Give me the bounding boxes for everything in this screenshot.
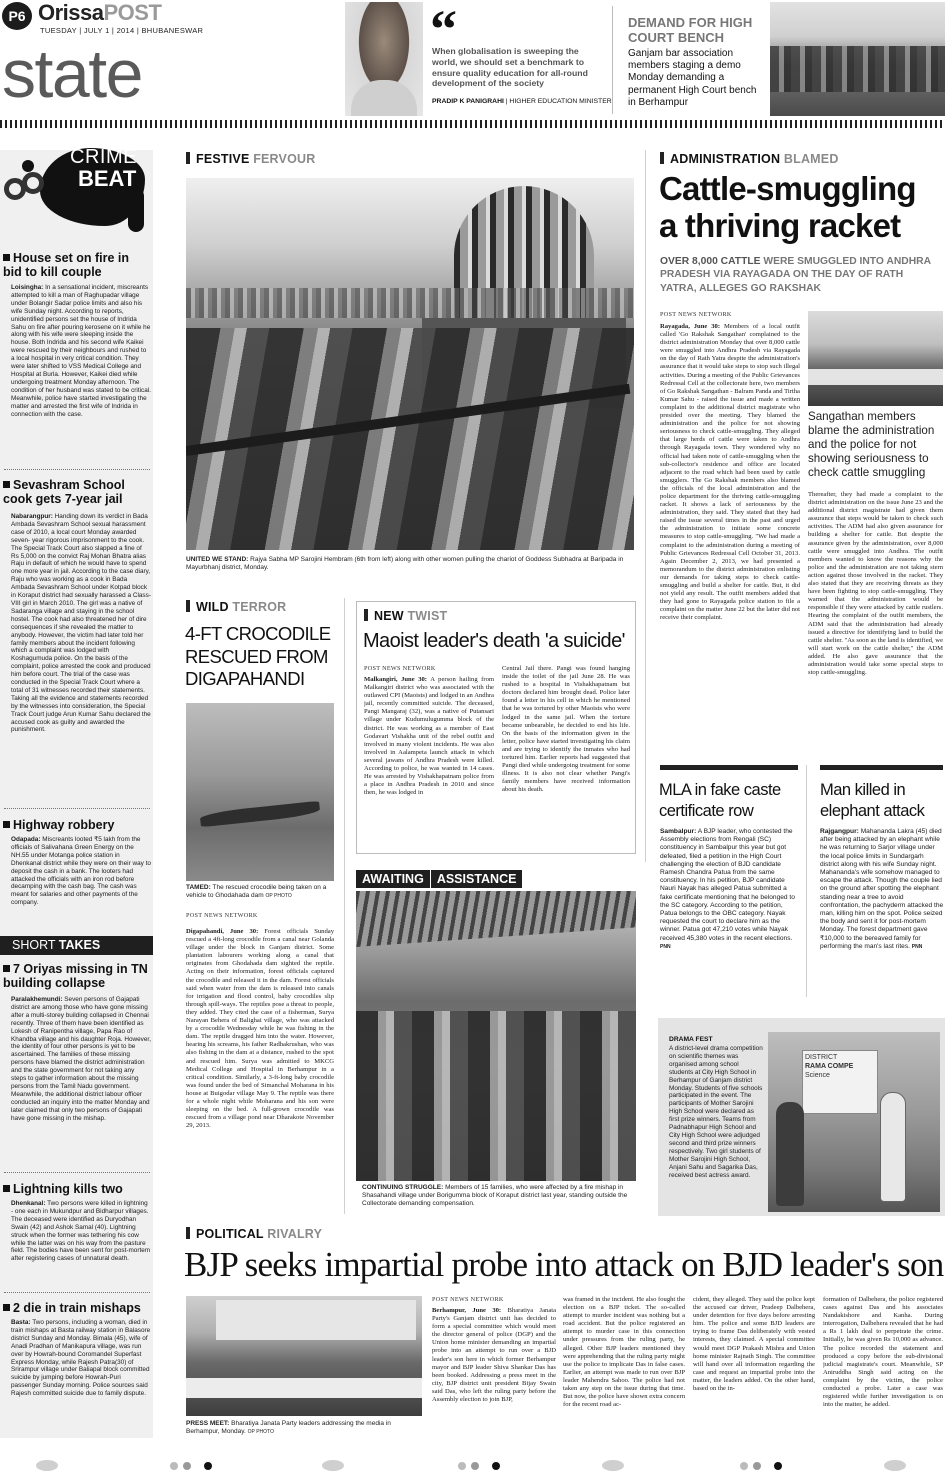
- registration-dot-icon: [492, 1462, 500, 1470]
- sidebar-divider: [4, 808, 150, 809]
- drama-text: A district-level drama competition on scientific themes was organised among school students at City High School in Berhampur of Ganjam district Monday. Students of five schools participated in the event. The participants of Mother Sarojini High School were declared as first prize winners. Teams from Padnabhapur High School and City High School were adjudged second and third prize winners respectively. Two girl students of Mother Sarojini High School, Anjani Sahu and Sagarika Das, received best actress award.: [669, 1045, 763, 1179]
- short-takes-title-b: TAKES: [58, 938, 101, 952]
- registration-dot-icon: [204, 1462, 212, 1470]
- bjp-kicker: POLITICAL RIVALRY: [186, 1227, 322, 1241]
- elephant-text: Rajgangpur: Mahananda Lakra (45) died after being attacked by an elephant while he was returning to Sarjor village under the local police limits in Sundargarh district along with his wife Sunday night. Mahananda's wife somehow managed to escape the attack. Though the couple lied on the ground after spotting the elephant standing near a tree to avoid confrontation, the pachyderm attacked the man, killing him on the spot. Police seized the body and sent it for post-mortem Monday. The forest department gave ₹10,000 to the bereaved family for performing the man's last rites. PNN: [820, 828, 944, 950]
- maoist-col1: Malkangiri, June 30: A person hailing from Malkangiri district who was associated with the outlawed CPI (Maoists) and lodged in an Andhra jail, recently committed suicide. The deceased, Pangi Mangaraj (32), was a native of Putansari village under Kudumulugumma block of the district. He was working as a member of East Godavari Vishakha unit of the rebel outfit and involved in many violent incidents. He was also involved in Aalampeta launch attack in which several jawans of Andhra Pradesh were killed. According to police, he was wanted in 14 cases. He was arrested by Vishakhapatnam police from a place in Andhra Pradesh in 2010 and since then, he was lodged in: [364, 676, 494, 797]
- registration-dot-icon: [183, 1462, 191, 1470]
- brand-part-b: POST: [103, 0, 162, 25]
- fire-victims-caption: CONTINUING STRUGGLE: Members of 15 families, who were affected by a fire mishap in Shasahandi village under Borigumma block of Koraput district last year, standing outside the Collectorate demanding compensation.: [362, 1184, 628, 1207]
- crime-item-2-head: Sevashram School cook gets 7-year jail: [3, 478, 125, 506]
- short-item-2-head: Lightning kills two: [3, 1182, 151, 1196]
- short-item-3-head: 2 die in train mishaps: [3, 1301, 151, 1315]
- registration-marks: [0, 1452, 945, 1479]
- admin-byline: POST NEWS NETWORK: [660, 311, 732, 318]
- sangathan-photo: [808, 311, 943, 406]
- crime-item-1-head: House set on fire in bid to kill couple: [3, 251, 129, 279]
- registration-dot-icon: [471, 1462, 479, 1470]
- sidebar-divider: [4, 469, 150, 470]
- crowd-band: [186, 288, 634, 318]
- awaiting-kicker: [356, 870, 636, 888]
- page-number: P6: [8, 8, 26, 24]
- registration-dot-icon: [36, 1460, 58, 1471]
- top-story-title: DEMAND FOR HIGH COURT BENCH: [628, 15, 753, 45]
- maoist-col2: Central Jail there. Pangi was found hanging inside the toilet of the jail June 28. He was rushed to a hospital in Vishakhapatnam but doctors declared him brought dead. Police later found a letter in his cell in which he mentioned that he was tortured by other Maoists who were lodged in the same jail. When the torture became unbearable, he decided to end his life. On the basis of the information given in the letter, police have started investigating his claim and are trying to identify the inmates who had tortured him. Earlier reports had suggested that Pangi died while undergoing treatment for some illness. It is also not clear whether Pangi's family members have received information about his death.: [502, 665, 630, 794]
- sangathan-caption: Sangathan members blame the administration and the police for not showing seriousness to check cattle smuggling: [808, 410, 935, 479]
- registration-dot-icon: [740, 1462, 748, 1470]
- photo-table: [186, 1378, 422, 1398]
- photo-backdrop: [216, 1300, 416, 1340]
- column-divider: [806, 765, 807, 997]
- festive-kicker: FESTIVE FERVOUR: [186, 152, 315, 166]
- maoist-byline: POST NEWS NETWORK: [364, 665, 436, 672]
- quote-attribution: [432, 98, 612, 105]
- minister-portrait: [345, 2, 423, 116]
- actor-figure: [880, 1092, 906, 1202]
- chariot-caption: UNITED WE STAND: Rajya Sabha MP Sarojini Hembram (6th from left) along with other women pulling the chariot of Goddess Subhadra at Baripada in Mayurbhanj district, Monday.: [186, 556, 624, 571]
- drama-photo: [768, 1032, 940, 1212]
- fire-victims-photo: [356, 891, 636, 1181]
- croc-text: Digapahandi, June 30: Forest officials Sunday rescued a 4ft-long crocodile from a canal near Golanda village under the block in Ganjam district. Some plantation labourers working along a canal that originates from Ghodahada dam sighted the reptile. Acting on their information, forest officials captured the crocodile and released it in the dam. Forest officials said when water from the dam is released into canals for irrigation and flood control, baby crocodiles slip through spill-ways. The reptiles pose a threat to people, they added. They cited the case of a fisherman, Surya Narayan Behera of Balighai village, who was attacked by a crocodile Wednesday while he was fishing in the dam. The reptile dragged him into the water. However, hearing his screams, his father Radhakrushan, who was also fishing in the dam at a distance, rushed to the spot and rescued him. Surya was admitted to MKCG Medical College and Hospital in Berhampur in a critical condition. Similarly, a 3-ft-long baby crocodile was found under the bed of Simanchal Moharana in his house at Buigodar village May 9. The reptile was there for a whole night while Moharana and his son were sleeping on the bed. A full-grown crocodile was rescued from a village pond near Dharakote November 29, 2013.: [186, 928, 334, 1130]
- crime-item-1-text: Loisingha: In a sensational incident, miscreants attempted to kill a man of Raghupadar village under Bolangir Sadar police limits and also his wife Sunday night. According to reports, unidentified persons set the house of Indrida Sahu on fire after pouring kerosene on it while he along with his wife were sleeping inside the house. Both Indrida and his second wife Kaikei were rescued by their neighbours and rushed to a local hospital in very critical condition. They were later shifted to VSS Medical College and Hospital at Burla. However, Kaikei died while undergoing treatment Monday afternoon. The condition of her husband was stated to be critical. Meanwhile, police have started investigating the matter and arrested the first wife of Indrida in connection with the case.: [11, 284, 151, 418]
- maoist-kicker: NEW TWIST: [364, 609, 447, 623]
- croc-kicker: WILD TERROR: [186, 600, 286, 614]
- portrait-shirt: [351, 80, 417, 116]
- handcuffs-icon: [4, 168, 44, 208]
- page-number-badge: [2, 2, 32, 30]
- admin-headline: Cattle-smuggling a thriving racket: [659, 170, 916, 244]
- short-item-1-head: 7 Oriyas missing in TN building collapse: [3, 962, 148, 990]
- admin-col2: Thereafter, they had made a complaint to the district administration on the issue June 23 and the additional district magistrate had given them assurance that steps would be taken to check such activities. The ADM had also given assurance for building a shelter for cattle. But despite the assurance given by the administration, over 8,000 cattle were smuggled into Andhra. The outfit members wanted to know the reasons why the police and the administration are not taking stern action against those involved in the racket. They also stated that they are receiving threats as they have been fighting to stop cattle-smuggling. They warned that the administration would be responsible if they were attacked by cattle rustlers. Hearing the complaint of the outfit members, the ADM said that the administration had already issued a directive for identifying land to build the cattle shelter. "As soon as the land is identified, we will start work on the cattle shelter," the ADM added. He also gave assurance that the administration would take some special steps to stop cattle-smuggling.: [808, 491, 943, 677]
- registration-dot-icon: [170, 1462, 178, 1470]
- registration-dot-icon: [753, 1462, 761, 1470]
- quote-mark-icon: “: [430, 0, 457, 59]
- section-title: state: [2, 36, 142, 112]
- photo-roof: [356, 891, 636, 947]
- sidebar-divider: [4, 1292, 150, 1293]
- awaiting-kicker-a: AWAITING: [356, 870, 430, 888]
- bjp-col2: was framed in the incident. He also fought the election on a BJP ticket. The so-called attempt to murder incident was nothing but a road accident. But the police registered an attempt to murder case in this connection under pressures from the ruling party, he alleged. Other BJP leaders mentioned they were apprehending that the ruling party might use the police to implicate Das in false cases. Earlier, an attempt was made to run over BJP leader Mahendra Sahoo. The police had not taken any step on the issue during that time. But now, the police have shown extra concern for the recent road ac-: [563, 1296, 685, 1409]
- short-item-1-text: Paralakhemundi: Seven persons of Gajapati district are among those who have gone missing after a multi-storey building collapsed in Chennai recently. Three of them have been identified as Lokesh of Ranipentha village, Papa Rao of Khandba village and his daughter Roja. However, the identity of four other persons is yet to be ascertained. The families of these missing persons have blamed the district administration and the state government for not taking any steps to gather information about the missing persons from the Tamil Nadu government. Meanwhile, the additional district labour officer conducted an inquiry into the matter Monday and later claimed that only two persons of Gajapati have gone missing in the mishap.: [11, 996, 151, 1122]
- elephant-headline: Man killed in elephant attack: [820, 781, 925, 820]
- admin-deck-rest: WERE SMUGGLED INTO ANDHRA PRADESH VIA RAYAGADA ON THE DAY OF RATH YATRA, ALLEGES GO RAKSHAK: [660, 256, 931, 294]
- column-divider: [645, 150, 646, 862]
- drama-head: DRAMA FEST: [669, 1036, 713, 1043]
- quote-speaker: PRADIP K PANIGRAHI: [432, 98, 504, 105]
- column-divider: [344, 598, 345, 1214]
- brand-logo: [38, 0, 161, 26]
- top-story-photo: [770, 2, 945, 116]
- short-takes-band: [0, 936, 153, 955]
- photo-crowd-band: [770, 46, 945, 92]
- crime-item-3-text: Odapada: Miscreants looted ₹5 lakh from the officials of Salivahana Green Energy on the NH.55 under Motanga police station in Dhenkanal district while they were on their way to deposit the cash in a bank. The looters had attacked the officials with an iron rod before decamping with the cash bag. The cash was meant for salaries and other payments of the company.: [11, 836, 151, 907]
- croc-byline: POST NEWS NETWORK: [186, 912, 258, 919]
- short-takes-title-a: SHORT: [12, 938, 56, 952]
- registration-dot-icon: [322, 1460, 344, 1471]
- mla-headline: MLA in fake caste certificate row: [659, 781, 781, 820]
- mla-top-rule: [660, 765, 798, 770]
- croc-caption: TAMED: The rescued crocodile being taken on a vehicle to Ghodahada dam OP PHOTO: [186, 884, 327, 899]
- bjp-byline: POST NEWS NETWORK: [432, 1296, 504, 1303]
- admin-deck-lead: OVER 8,000 CATTLE: [660, 256, 761, 267]
- maoist-headline: Maoist leader's death 'a suicide': [363, 630, 625, 652]
- mla-text: Sambalpur: A BJP leader, who contested the Assembly elections from Rengali (SC) constituency in Sambalpur this year but got defeated, filed a petition in the High Court challenging the election of BJD candidate Ramesh Chandra Patua from the same constituency. In his petition, BJP candidate Nauri Nayak has alleged Patua submitted a fake certificate mentioning that he belonged to the SC category. According to the petition, Patua belongs to the OBC category. Nayak requested the court to declare him as the winner. Patua got 47,210 votes while Nayak received 45,380 votes in the recent elections. PNN: [660, 828, 795, 950]
- elephant-top-rule: [820, 765, 943, 770]
- admin-deck: [660, 255, 942, 295]
- drama-banner: [802, 1050, 878, 1114]
- drama-banner-line-b: RAMA COMPE: [805, 1063, 854, 1070]
- croc-headline: 4-FT CROCODILE RESCUED FROM DIGAPAHANDI: [185, 623, 331, 689]
- bjp-headline: BJP seeks impartial probe into attack on BJD leader's son: [184, 1245, 944, 1284]
- awaiting-kicker-b: ASSISTANCE: [431, 870, 523, 888]
- top-story-text: Ganjam bar association members staging a demo Monday demanding a permanent High Court bench in Berhampur: [628, 48, 757, 108]
- chariot-photo: [186, 178, 634, 550]
- registration-dot-icon: [884, 1460, 906, 1471]
- actor-figure: [776, 1102, 804, 1206]
- drama-banner-line-c: Science: [805, 1072, 830, 1079]
- photo-people: [356, 1011, 636, 1181]
- crime-item-3-head: Highway robbery: [3, 818, 151, 832]
- crime-beat-logo: [0, 140, 153, 240]
- registration-dot-icon: [602, 1460, 624, 1471]
- short-item-2-text: Dhenkanal: Two persons were killed in lightning - one each in Mukundpur and Bidharpur villages. The deceased were identified as Duryodhan Swain (42) and Ashok Samal (40). Lightning struck when the former was tethering his cow while the latter was on his way from the pasture field. The bodies have been sent for post-mortem after registering cases of unnatural death.: [11, 1200, 151, 1263]
- date-line: TUESDAY | JULY 1 | 2014 | BHUBANESWAR: [40, 26, 204, 35]
- crime-item-2-text: Nabarangpur: Handing down its verdict in Bada Ambada Sevashram School sexual harassment case of 2010, a local court Monday awarded seven- year rigorous imprisonment to the cook. The Special Track Court also slapped a fine of Rs 5,000 on the convict Raj Mohan Bhatra alias Raju in default of which he would have to spend one more year in jail. According to the case diary, Raju who was working as a cook in Bada Ambada Sevashram School under Kotpad block in Koraput district had sexually harassed a Class-VIII girl in March 2010. The girl was a native of Sadaranga village and staying in the school hostel. The cook had also threatened her of dire consequences if she revealed the matter to anybody. However, the victim had later told her family members about the incident following which a complaint was lodged with Koshagumuda police. On the basis of the complaint, police arrested the cook and produced him before court. The trial of the case was conducted in the Special Track Court where a total of 31 witnesses recorded their statements. Taking all the evidence and statements recorded by the witnesses into consideration, the Special Track Court judge Arun Kumar Sahu declared the accused cook as guilty and awarded the punishment.: [11, 513, 151, 734]
- brand-part-a: Orissa: [38, 0, 104, 25]
- bjp-col4: formation of Dalbehera, the police registered cases against Das and his associates Nandakishore and Kanha. During interrogation, Dalbehera revealed that he had a Rs 1 lakh deal to perpetrate the crime. Initially, he was given Rs 10,000 as advance. The police recorded the statement and produced a copy before the sub-divisional judicial magistrate's court. Meanwhile, SP Aniruddha Singh said acting on the complaint by the victim, the police conducted a probe. Later a case was registered while further investigation is on into the matter, he added.: [823, 1296, 943, 1409]
- ink-drip-icon: [128, 188, 144, 232]
- admin-kicker: ADMINISTRATION BLAMED: [660, 152, 839, 166]
- short-item-3-text: Basta: Two persons, including a woman, died in train mishaps at Basta railway station in Balasore district Sunday and Monday. Bimala (45), wife of Anadi Pradhan of Manikapura village, was run over by Howrah-bound Coromandel Superfast Express Monday, while Rajesh Patra(30) of Srirampur village under Baliapal block committed suicide by jumping before Howrah-Puri passenger Sunday morning. Police sources said Rajesh committed suicide due to family dispute.: [11, 1319, 151, 1398]
- quote-text: When globalisation is sweeping the world, we should set a benchmark to ensure quality education for all-round development of the society: [432, 46, 588, 89]
- masthead: [0, 0, 340, 118]
- quote-divider: [612, 6, 613, 114]
- press-meet-photo: [186, 1296, 422, 1416]
- crocodile-photo: [186, 703, 334, 881]
- quote-role: | HIGHER EDUCATION MINISTER: [505, 98, 612, 105]
- sidebar-divider: [4, 1172, 150, 1173]
- registration-dot-icon: [774, 1462, 782, 1470]
- crime-beat-title-b: BEAT: [78, 166, 137, 191]
- crime-beat-title-a: CRIME: [70, 146, 137, 168]
- masthead-rule: [0, 120, 945, 128]
- bjp-col1: Berhampur, June 30: Bharatiya Janata Party's Ganjam district unit has decided to form a special committee which would meet the director general of police (DGP) and the Union home minister demanding an impartial probe into an attempt to run over a BJD leader's son here in which former Berhampur mayor and BJP leader Shiva Shankar Das has been booked. Addressing a press meet in the city, BJP district unit president Bijay Swain said Das, who left the ruling party before the Assembly election to join BJP,: [432, 1307, 556, 1404]
- photo-table: [808, 369, 943, 385]
- bjp-col3: cident, they alleged. They said the police kept the accused car driver, Pradeep Dalbehera, under detention for five days before arresting him. The police and some BJD leaders are trying to frame Das deliberately with vested interests, they claimed. A special committee would meet DGP Prakash Mishra and Union home minister Rajnath Singh. The committee will hand over all information regarding the case and request an impartial probe into the matter, the leaders added. On the other hand, based on the in-: [693, 1296, 815, 1393]
- drama-banner-line-a: DISTRICT: [805, 1054, 838, 1061]
- press-meet-caption: PRESS MEET: Bharatiya Janata Party leaders addressing the media in Berhampur, Monday. OP PHOTO: [186, 1420, 391, 1435]
- admin-col1: Rayagada, June 30: Members of a local outfit called 'Go Rakshak Sangathan' complained to the district administration Monday that over 8,000 cattle were smuggled into Andhra Pradesh via Rayagada on the day of Rath Yatra despite the administration's assurance that it would take steps to stop such illegal activities. During a meeting of the Public Grievances Redressal Cell at the collectorate here, two members of Go Rakshak Sangathan - Balram Panda and Tirtha Kumar Sahu - raised the issue and made a written complaint to the additional district magistrate who presided over the meeting. They blamed the administration and the police for not showing seriousness to check cattle-smuggling. They alleged that large herds of cattle were taken to Andhra through Rayagada town. They wondered why no official had taken note of cattle-smuggling when the sub-collector's residence and office are located adjacent to the road which had been used by cattle smugglers. The Go Rakshak members also blamed the officials of the local administration and the police department for the thriving cattle-smuggling racket. It shows a lack of seriousness by the administration, they said. They stated that they had raised the issue several times in the past and urged the administration to initiate some concrete measures to stop cattle-smuggling. "We had made a complaint to the administration during a meeting of Public Grievances Redressal Cell October 31, 2013. Again December 2, 2013, we had presented a memorandum to the district administration enlisting our demands for taking steps to check cattle-smuggling and build a shelter for cattle. But, it did not yield any result. The outfit members added that they had gone to Rayagada police station to file a complaint on the matter June 22 but the latter did not receive their complaint.: [660, 323, 800, 622]
- crocodile-shape: [200, 801, 321, 827]
- registration-dot-icon: [458, 1462, 466, 1470]
